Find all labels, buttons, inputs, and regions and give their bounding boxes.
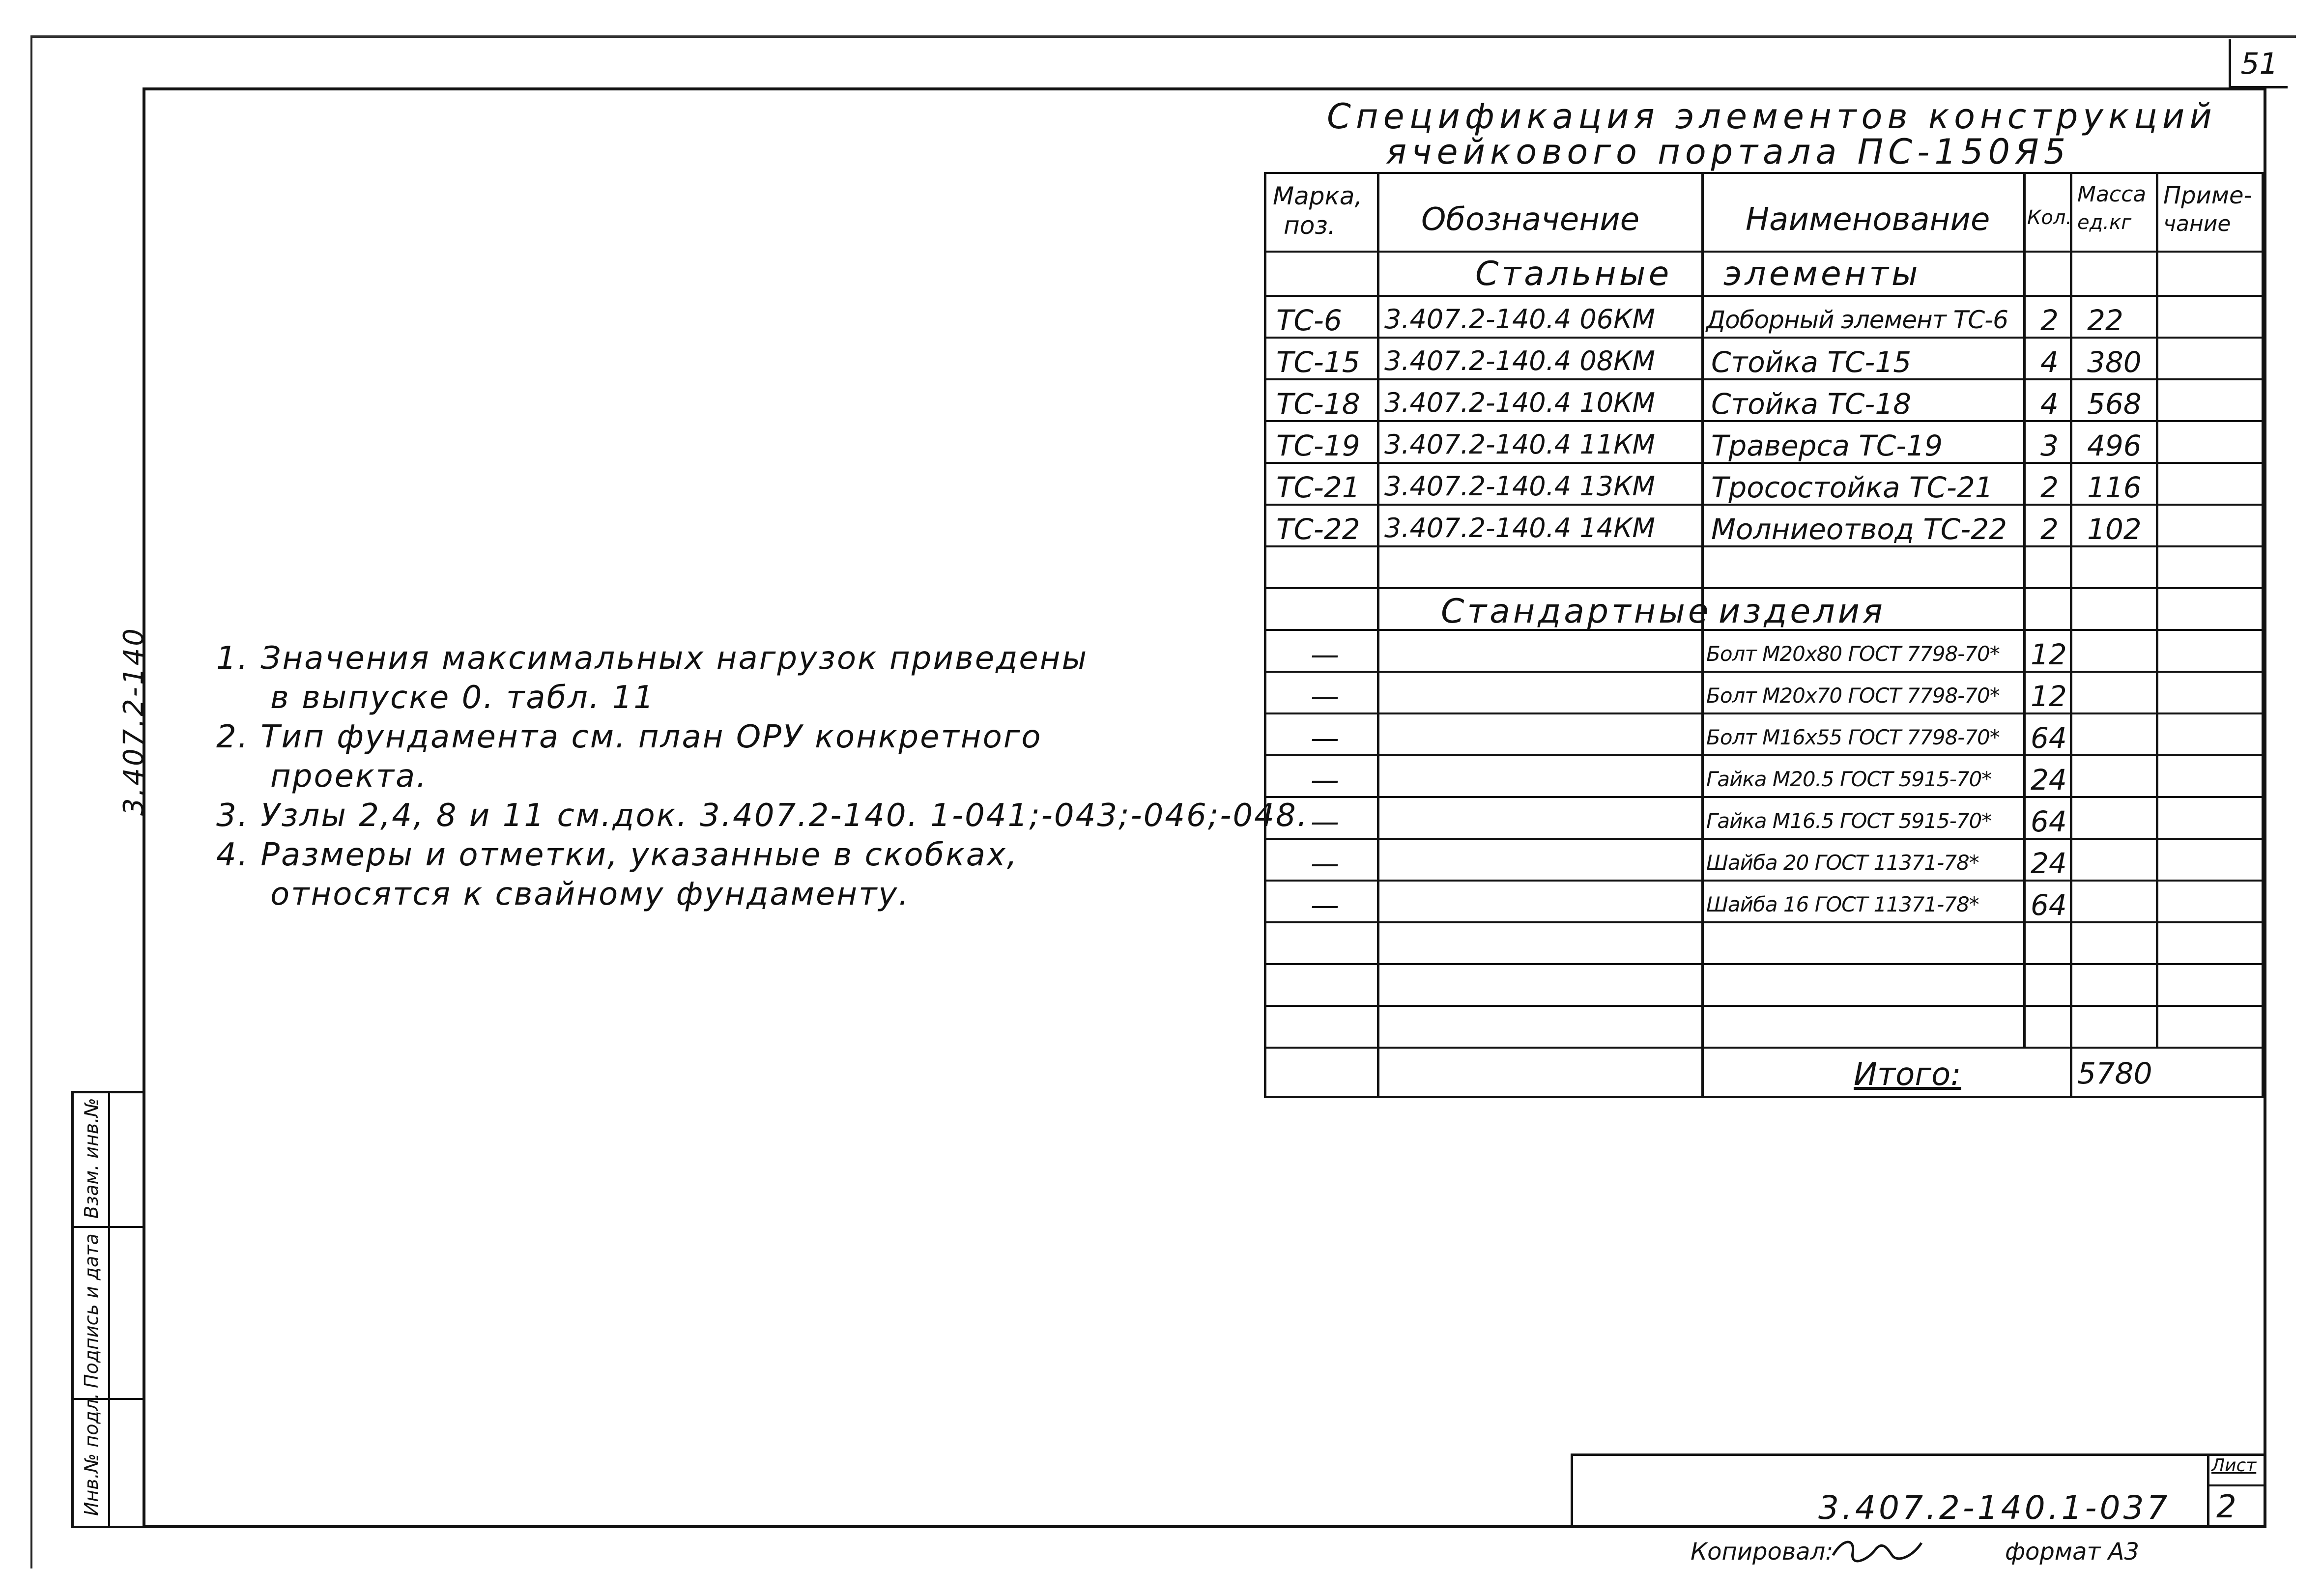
steel-row-6-name: Молниеотвод ТС-22: [1711, 513, 2007, 546]
steel-row-1-name: Доборный элемент ТС-6: [1706, 306, 2008, 334]
header-qty: Кол.: [2027, 206, 2072, 229]
header-mark-1: Марка,: [1273, 182, 1363, 210]
steel-row-3-name: Стойка ТС-18: [1711, 387, 1912, 421]
sheet-label: Лист: [2211, 1455, 2257, 1476]
header-mark-2: поз.: [1284, 211, 1336, 240]
steel-row-5-qty: 2: [2040, 471, 2059, 504]
standard-row-3-qty: 64: [2031, 721, 2067, 755]
standard-row-4-qty: 24: [2031, 763, 2067, 797]
steel-row-1-mark: ТС-6: [1276, 304, 1342, 337]
table-rule: [1264, 587, 2266, 589]
standard-row-7-qty: 64: [2031, 888, 2067, 922]
header-note-1: Приме-: [2163, 182, 2252, 209]
table-rule: [1264, 295, 2266, 297]
header-mass-2: ед.кг: [2077, 211, 2132, 234]
steel-row-3-mass: 568: [2087, 387, 2142, 421]
total-label: Итого:: [1854, 1056, 1961, 1093]
table-col-rule: [1264, 172, 1266, 1098]
format-label: формат А3: [2005, 1538, 2140, 1566]
left-stamp-block: [71, 1091, 145, 1528]
steel-row-2-name: Стойка ТС-15: [1711, 345, 1912, 379]
standard-row-4-mark: —: [1311, 763, 1339, 797]
standard-row-1-mark: —: [1311, 638, 1339, 671]
standard-row-6-mark: —: [1311, 847, 1339, 880]
table-col-rule: [2156, 172, 2158, 1049]
header-name: Наименование: [1746, 201, 1990, 238]
sheet-number: 2: [2216, 1489, 2236, 1525]
steel-row-4-mark: ТС-19: [1276, 429, 1360, 462]
steel-row-6-mark: ТС-22: [1276, 513, 1360, 546]
header-mass-1: Масса: [2077, 182, 2147, 207]
steel-row-6-mass: 102: [2087, 513, 2142, 546]
total-value: 5780: [2077, 1056, 2152, 1091]
standard-row-1-qty: 12: [2031, 638, 2067, 671]
specification-table: [1264, 172, 2266, 1098]
standard-row-5-qty: 64: [2031, 805, 2067, 838]
section-standard-1: Стандартные: [1441, 592, 1712, 631]
side-document-code: 3.407.2-140: [118, 627, 150, 816]
steel-row-3-mark: ТС-18: [1276, 387, 1360, 421]
steel-row-2-qty: 4: [2040, 345, 2059, 379]
section-steel-1: Стальные: [1475, 255, 1672, 293]
stamp-col-rule: [108, 1093, 110, 1526]
steel-row-5-mass: 116: [2087, 471, 2142, 504]
note-line: 1. Значения максимальных нагрузок приведены: [216, 640, 1089, 677]
table-rule: [1264, 671, 2266, 673]
table-col-rule: [2070, 172, 2072, 1098]
steel-row-3-designation: 3.407.2-140.4 10КМ: [1384, 387, 1655, 418]
table-col-rule: [1377, 172, 1379, 1098]
table-col-rule: [2023, 172, 2026, 1049]
stamp-label-signature: Подпись и дата: [81, 1233, 102, 1388]
note-line: в выпуске 0. табл. 11: [270, 680, 655, 716]
table-col-rule: [2262, 172, 2264, 1098]
stamp-label-replace: Взам. инв.№: [81, 1098, 102, 1219]
steel-row-2-mark: ТС-15: [1276, 345, 1360, 379]
general-notes: [216, 639, 1309, 914]
steel-row-4-name: Траверса ТС-19: [1711, 429, 1943, 462]
document-code: 3.407.2-140.1-037: [1818, 1489, 2171, 1527]
standard-row-7-mark: —: [1311, 888, 1339, 922]
spec-title-line1: Спецификация элементов конструкций: [1327, 96, 2217, 137]
copier-signature: [1828, 1533, 1926, 1568]
steel-row-1-qty: 2: [2040, 304, 2059, 337]
table-col-rule: [1701, 172, 1704, 1098]
standard-row-2-mark: —: [1311, 680, 1339, 713]
note-line: относятся к свайному фундаменту.: [270, 876, 910, 912]
table-rule: [1264, 1096, 2266, 1098]
page-number: 51: [2229, 39, 2288, 88]
standard-row-5-mark: —: [1311, 805, 1339, 838]
steel-row-5-mark: ТС-21: [1276, 471, 1360, 504]
standard-row-4-name: Гайка М20.5 ГОСТ 5915-70*: [1706, 767, 1992, 791]
section-standard-2: изделия: [1719, 592, 1886, 631]
table-rule: [1264, 921, 2266, 923]
table-rule: [1264, 1047, 2266, 1049]
table-rule: [1264, 880, 2266, 882]
steel-row-6-designation: 3.407.2-140.4 14КМ: [1384, 513, 1655, 543]
standard-row-3-mark: —: [1311, 721, 1339, 755]
table-rule: [1264, 1005, 2266, 1007]
table-rule: [1264, 838, 2266, 840]
steel-row-4-mass: 496: [2087, 429, 2142, 462]
steel-row-6-qty: 2: [2040, 513, 2059, 546]
standard-row-1-name: Болт М20х80 ГОСТ 7798-70*: [1706, 642, 2000, 666]
steel-row-3-qty: 4: [2040, 387, 2059, 421]
steel-row-1-mass: 22: [2087, 304, 2123, 337]
steel-row-5-name: Тросостойка ТС-21: [1711, 471, 1993, 504]
standard-row-6-name: Шайба 20 ГОСТ 11371-78*: [1706, 851, 1979, 875]
spec-title-line2: ячейкового портала ПС-150Я5: [1386, 132, 2071, 172]
note-line: 4. Размеры и отметки, указанные в скобках,: [216, 837, 1019, 873]
standard-row-3-name: Болт М16х55 ГОСТ 7798-70*: [1706, 725, 2000, 749]
standard-row-7-name: Шайба 16 ГОСТ 11371-78*: [1706, 892, 1979, 916]
table-rule: [1264, 963, 2266, 965]
header-note-2: чание: [2163, 211, 2231, 236]
standard-row-6-qty: 24: [2031, 847, 2067, 880]
steel-row-2-mass: 380: [2087, 345, 2142, 379]
steel-row-5-designation: 3.407.2-140.4 13КМ: [1384, 471, 1655, 502]
table-rule: [1264, 251, 2266, 253]
note-line: проекта.: [270, 758, 428, 795]
steel-row-4-qty: 3: [2040, 429, 2059, 462]
copied-by-label: Копировал:: [1691, 1538, 1834, 1566]
standard-row-5-name: Гайка М16.5 ГОСТ 5915-70*: [1706, 809, 1992, 833]
table-rule: [1264, 712, 2266, 714]
steel-row-1-designation: 3.407.2-140.4 06КМ: [1384, 304, 1655, 335]
stamp-label-inv: Инв.№ подл.: [81, 1393, 102, 1516]
note-line: 2. Тип фундамента см. план ОРУ конкретного: [216, 719, 1042, 755]
title-block-rule: [2207, 1456, 2209, 1528]
note-line: 3. Узлы 2,4, 8 и 11 см.док. 3.407.2-140. 1-041;-043;-046;-048.: [216, 798, 1309, 834]
header-designation: Обозначение: [1421, 201, 1640, 238]
table-rule: [1264, 172, 2266, 174]
steel-row-2-designation: 3.407.2-140.4 08КМ: [1384, 345, 1655, 376]
table-rule: [1264, 796, 2266, 798]
steel-row-4-designation: 3.407.2-140.4 11КМ: [1384, 429, 1655, 460]
stamp-row-rule: [74, 1226, 143, 1228]
table-rule: [1264, 754, 2266, 756]
standard-row-2-qty: 12: [2031, 680, 2067, 713]
standard-row-2-name: Болт М20х70 ГОСТ 7798-70*: [1706, 684, 2000, 708]
section-steel-2: элементы: [1723, 255, 1921, 293]
title-block-rule: [2207, 1484, 2266, 1486]
